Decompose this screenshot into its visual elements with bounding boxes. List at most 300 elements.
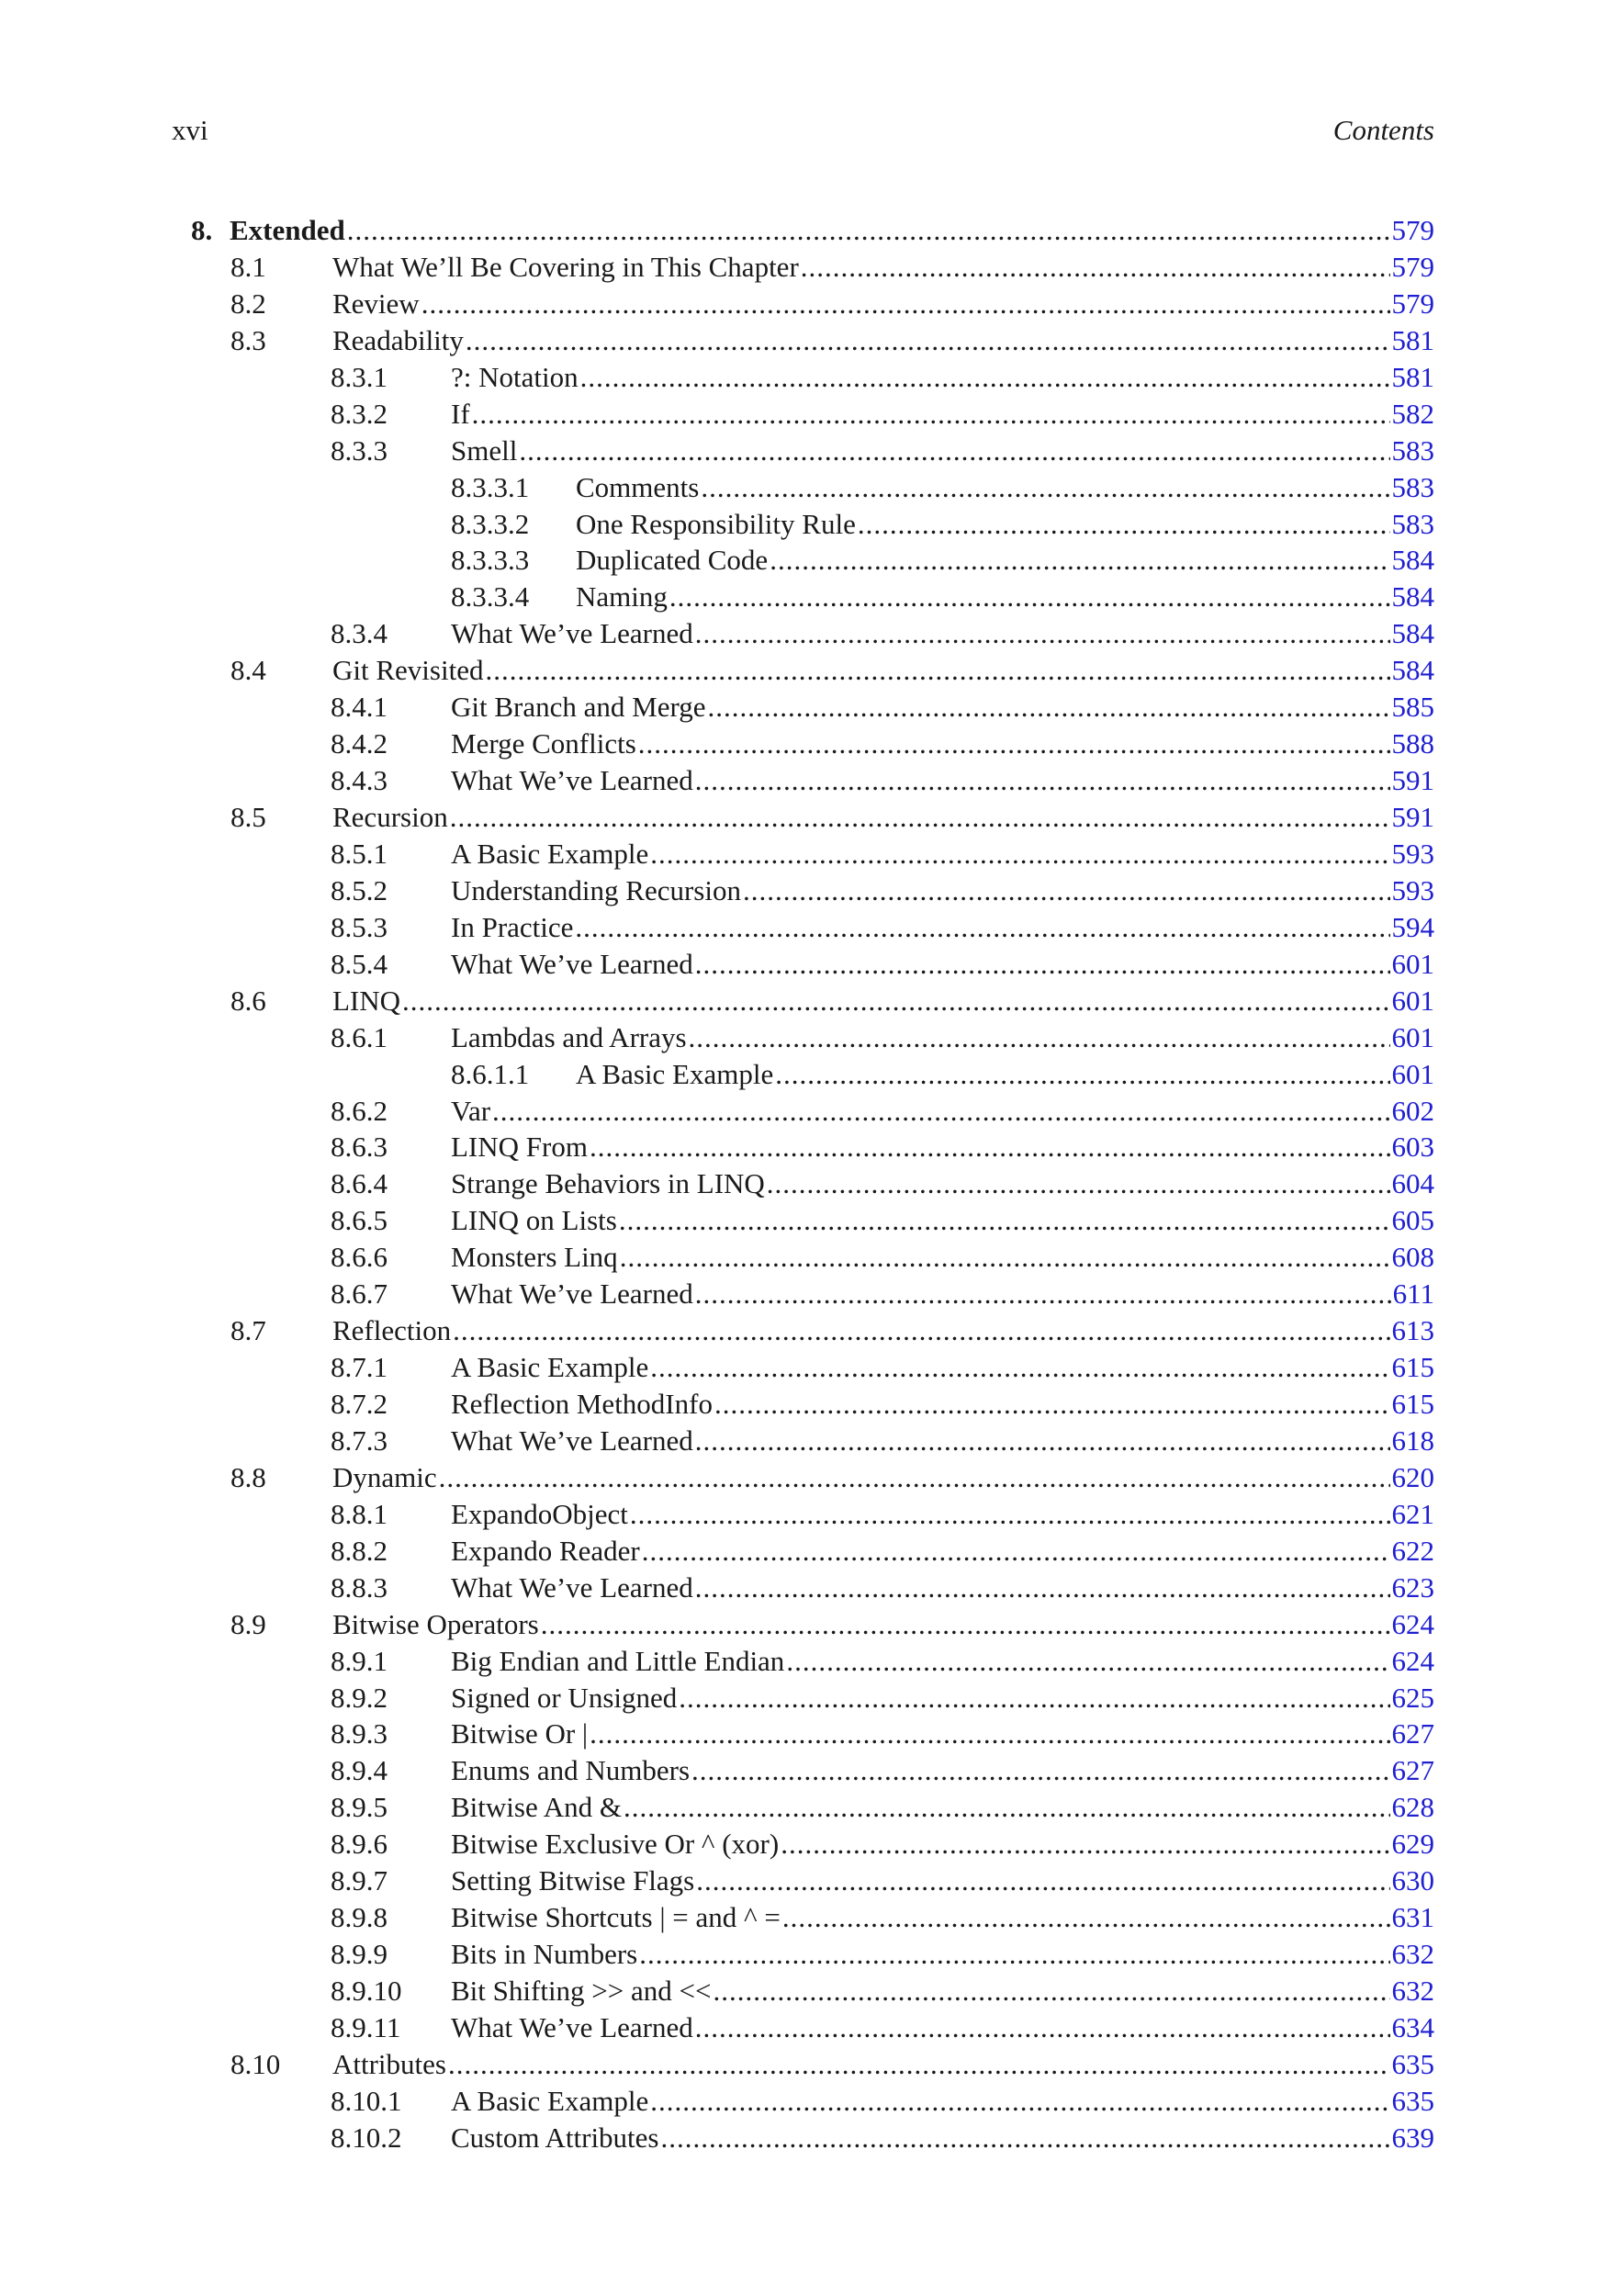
toc-entry-number: 8.9.6 (331, 1828, 388, 1861)
toc-entry-line (451, 726, 1434, 762)
toc-entry-title: What We’ve Learned (451, 1277, 693, 1311)
toc-entry-number: 8.6.6 (331, 1241, 388, 1274)
toc-entry-line (451, 1349, 1434, 1386)
toc-entry-number: 8.5 (230, 801, 266, 833)
toc-page-link[interactable]: 601 (1391, 1057, 1434, 1090)
dot-leader (650, 836, 1389, 872)
toc-entry[interactable] (0, 615, 1607, 652)
toc-entry[interactable] (0, 1459, 1607, 1496)
toc-entry-title: Review (332, 287, 420, 320)
toc-page-link[interactable]: 634 (1391, 2010, 1434, 2043)
toc-entry-number: 8.3 (230, 323, 266, 356)
toc-entry-number: 8.2 (230, 287, 266, 320)
dot-leader (421, 286, 1390, 322)
toc-entry-number: 8.6.5 (331, 1204, 388, 1237)
toc-entry-title: What We’ve Learned (451, 1570, 693, 1604)
dot-leader (650, 2083, 1389, 2120)
toc-entry-title: What We’ve Learned (451, 947, 693, 980)
toc-entry-title: Signed or Unsigned (451, 1681, 678, 1714)
toc-entry-line (451, 836, 1434, 872)
toc-entry-number: 8.9.1 (331, 1644, 388, 1677)
toc-entry-title: Bits in Numbers (451, 1938, 638, 1971)
toc-entry-number: 8.3.2 (331, 397, 388, 430)
toc-entry[interactable] (0, 286, 1607, 322)
toc-page-link[interactable]: 618 (1391, 1424, 1434, 1457)
dot-leader (642, 1533, 1390, 1570)
dot-leader (439, 1459, 1390, 1496)
dot-leader (669, 579, 1390, 615)
toc-entry-number: 8.3.3.2 (451, 507, 530, 540)
toc-entry-line (576, 469, 1434, 506)
dot-leader (661, 2120, 1390, 2156)
dot-leader (519, 433, 1389, 469)
dot-leader (472, 396, 1390, 433)
toc-entry-line (451, 872, 1434, 909)
toc-page-link[interactable]: 585 (1391, 691, 1434, 724)
toc-page-link[interactable]: 601 (1391, 984, 1434, 1017)
dot-leader (701, 469, 1389, 506)
toc-entry-line (451, 1423, 1434, 1459)
toc-entry-line (451, 615, 1434, 652)
toc-entry-title: Extended (230, 214, 345, 246)
toc-entry[interactable] (0, 1386, 1607, 1423)
toc-entry-title: Strange Behaviors in LINQ (451, 1167, 765, 1200)
toc-entry-number: 8.9.2 (331, 1681, 388, 1714)
toc-entry[interactable] (0, 359, 1607, 396)
toc-entry-title: What We’ll Be Covering in This Chapter (332, 250, 799, 283)
dot-leader (450, 799, 1390, 836)
toc-entry[interactable] (0, 1789, 1607, 1826)
toc-entry[interactable] (0, 909, 1607, 946)
toc-page-link[interactable]: 583 (1391, 470, 1434, 503)
toc-entry[interactable] (0, 433, 1607, 469)
toc-entry-title: A Basic Example (576, 1057, 774, 1090)
dot-leader (580, 359, 1390, 396)
toc-entry-number: 8.9.9 (331, 1938, 388, 1971)
toc-entry[interactable] (0, 872, 1607, 909)
toc-entry-line (332, 1312, 1434, 1349)
toc-entry-title: Lambdas and Arrays (451, 1020, 687, 1053)
toc-entry-title: Smell (451, 433, 518, 467)
toc-page-link[interactable]: 601 (1391, 947, 1434, 980)
toc-entry-title: If (451, 397, 470, 430)
toc-page-link[interactable]: 601 (1391, 1020, 1434, 1053)
toc-entry-title: In Practice (451, 910, 574, 943)
dot-leader (858, 506, 1390, 543)
toc-entry-title: Monsters Linq (451, 1241, 618, 1274)
dot-leader (679, 1680, 1389, 1716)
toc-page-link[interactable]: 632 (1391, 1975, 1434, 2007)
dot-leader (696, 1863, 1389, 1899)
toc-entry-line (332, 2046, 1434, 2083)
toc-entry-title: Attributes (332, 2047, 446, 2080)
dot-leader (541, 1606, 1390, 1643)
toc-entry-title: What We’ve Learned (451, 617, 693, 650)
toc-entry-title: Var (451, 1094, 491, 1127)
dot-leader (453, 1312, 1389, 1349)
toc-entry[interactable] (0, 1973, 1607, 2009)
toc-entry-number: 8.7.1 (331, 1351, 388, 1384)
dot-leader (695, 615, 1390, 652)
toc-entry-title: Big Endian and Little Endian (451, 1644, 785, 1677)
toc-entry[interactable] (0, 1129, 1607, 1165)
toc-entry-title: Enums and Numbers (451, 1754, 691, 1787)
dot-leader (691, 1752, 1389, 1789)
toc-entry-number: 8.6.4 (331, 1167, 388, 1200)
toc-page-link[interactable]: 581 (1391, 323, 1434, 356)
toc-entry-number: 8.8.1 (331, 1497, 388, 1530)
dot-leader (767, 1165, 1390, 1202)
dot-leader (347, 212, 1390, 249)
dot-leader (714, 1386, 1390, 1423)
toc-entry-line (451, 1973, 1434, 2009)
toc-entry[interactable] (0, 1606, 1607, 1643)
toc-entry-number: 8.10.1 (331, 2084, 402, 2117)
toc-entry-line (576, 1056, 1434, 1093)
toc-entry-title: Bitwise Or | (451, 1717, 589, 1750)
toc-entry-line (576, 506, 1434, 543)
dot-leader (590, 1129, 1390, 1165)
dot-leader (485, 652, 1389, 689)
toc-page-link[interactable]: 584 (1391, 654, 1434, 687)
toc-entry-title: Setting Bitwise Flags (451, 1864, 695, 1897)
toc-entry-title: LINQ From (451, 1131, 588, 1164)
toc-entry[interactable] (0, 652, 1607, 689)
toc-entry-line (451, 946, 1434, 983)
toc-entry[interactable] (0, 506, 1607, 543)
toc-entry[interactable] (0, 1570, 1607, 1606)
dot-leader (624, 1789, 1389, 1826)
toc-page-link[interactable]: 604 (1391, 1167, 1434, 1200)
toc-entry[interactable] (0, 1899, 1607, 1936)
toc-entry[interactable] (0, 1863, 1607, 1899)
dot-leader (466, 322, 1390, 359)
toc-page-link[interactable]: 611 (1392, 1277, 1434, 1311)
toc-entry-line (451, 1129, 1434, 1165)
toc-entry-number: 8.3.3 (331, 433, 388, 467)
toc-entry[interactable] (0, 1093, 1607, 1130)
toc-entry-title: Dynamic (332, 1460, 437, 1493)
toc-page-link[interactable]: 605 (1391, 1204, 1434, 1237)
dot-leader (650, 1349, 1389, 1386)
toc-page-link[interactable]: 629 (1391, 1828, 1434, 1861)
toc-entry-title: LINQ (332, 984, 401, 1017)
dot-leader (492, 1093, 1389, 1130)
toc-entry[interactable] (0, 799, 1607, 836)
toc-entry-line (451, 1936, 1434, 1973)
toc-entry-title: A Basic Example (451, 837, 649, 870)
dot-leader (782, 1899, 1390, 1936)
toc-entry[interactable] (0, 1643, 1607, 1680)
dot-leader (714, 1973, 1390, 2009)
toc-entry-line (332, 1606, 1434, 1643)
toc-entry[interactable] (0, 1202, 1607, 1239)
toc-entry-line (451, 1019, 1434, 1056)
toc-entry-line (451, 1716, 1434, 1752)
toc-entry-number: 8.6 (230, 984, 266, 1017)
toc-entry-line (451, 1165, 1434, 1202)
toc-entry-title: Comments (576, 470, 700, 503)
toc-entry-line (451, 1093, 1434, 1130)
toc-entry[interactable] (0, 579, 1607, 615)
toc-entry[interactable] (0, 1239, 1607, 1276)
toc-page-link[interactable]: 588 (1391, 727, 1434, 760)
toc-entry-line (332, 983, 1434, 1019)
toc-entry-title: Duplicated Code (576, 544, 769, 577)
toc-page-link[interactable]: 622 (1391, 1534, 1434, 1567)
toc-entry-number: 8.9.4 (331, 1754, 388, 1787)
toc-entry-line (451, 909, 1434, 946)
toc-entry[interactable] (0, 689, 1607, 726)
dot-leader (695, 1423, 1390, 1459)
toc-page-link[interactable]: 584 (1391, 544, 1434, 577)
toc-entry-title: Readability (332, 323, 464, 356)
toc-entry-number: 8.4.1 (331, 691, 388, 724)
page-number: xvi (172, 114, 208, 146)
running-head (172, 112, 1434, 149)
toc-entry[interactable] (0, 1056, 1607, 1093)
toc-page-link[interactable]: 584 (1391, 617, 1434, 650)
toc-entry[interactable] (0, 2046, 1607, 2083)
toc-page-link[interactable]: 631 (1391, 1901, 1434, 1934)
toc-entry[interactable] (0, 836, 1607, 872)
toc-entry-title: Expando Reader (451, 1534, 640, 1567)
toc-page-link[interactable]: 579 (1391, 287, 1434, 320)
toc-entry[interactable] (0, 1533, 1607, 1570)
toc-entry-line (451, 1202, 1434, 1239)
dot-leader (695, 2009, 1390, 2046)
dot-leader (575, 909, 1389, 946)
toc-page-link[interactable]: 635 (1391, 2047, 1434, 2080)
toc-entry[interactable] (0, 2120, 1607, 2156)
toc-entry-title: Understanding Recursion (451, 873, 741, 906)
toc-entry-number: 8.5.1 (331, 837, 388, 870)
toc-page-link[interactable]: 593 (1391, 873, 1434, 906)
toc-entry[interactable] (0, 469, 1607, 506)
toc-entry[interactable] (0, 983, 1607, 1019)
toc-entry-number: 8.5.2 (331, 873, 388, 906)
toc-entry-title: Custom Attributes (451, 2121, 659, 2154)
toc-entry-number: 8.3.4 (331, 617, 388, 650)
toc-page-link[interactable]: 639 (1391, 2121, 1434, 2154)
toc-page-link[interactable]: 608 (1391, 1241, 1434, 1274)
toc-entry[interactable] (0, 322, 1607, 359)
toc-page-link[interactable]: 591 (1391, 801, 1434, 833)
toc-entry[interactable] (0, 1349, 1607, 1386)
toc-page-link[interactable]: 583 (1391, 433, 1434, 467)
toc-page-link[interactable]: 628 (1391, 1791, 1434, 1824)
toc-page-link[interactable]: 630 (1391, 1864, 1434, 1897)
toc-page-link[interactable]: 594 (1391, 910, 1434, 943)
toc-entry-title: ExpandoObject (451, 1497, 628, 1530)
toc-entry-title: Bitwise Shortcuts | = and ^ = (451, 1901, 781, 1934)
toc-entry-number: 8.7 (230, 1314, 266, 1347)
toc-page-link[interactable]: 579 (1391, 214, 1434, 246)
toc-entry-title: Bitwise And & (451, 1791, 623, 1824)
toc-entry-number: 8.4 (230, 654, 266, 687)
dot-leader (708, 689, 1390, 726)
toc-entry-line (451, 1826, 1434, 1863)
toc-entry-title: Bitwise Exclusive Or ^ (xor) (451, 1828, 780, 1861)
toc-entry[interactable] (0, 946, 1607, 983)
toc-entry-number: 8.8.3 (331, 1570, 388, 1604)
toc-entry-number: 8. (191, 214, 213, 246)
toc-entry[interactable] (0, 1276, 1607, 1312)
toc-page-link[interactable]: 627 (1391, 1754, 1434, 1787)
toc-entry-title: Bit Shifting >> and << (451, 1975, 712, 2007)
toc-page-link[interactable]: 593 (1391, 837, 1434, 870)
toc-page-link[interactable]: 627 (1391, 1717, 1434, 1750)
toc-page-link[interactable]: 582 (1391, 397, 1434, 430)
toc-entry-number: 8.8.2 (331, 1534, 388, 1567)
toc-page-link[interactable]: 591 (1391, 764, 1434, 797)
toc-page-link[interactable]: 620 (1391, 1460, 1434, 1493)
toc-entry[interactable] (0, 2009, 1607, 2046)
toc-entry-number: 8.9.8 (331, 1901, 388, 1934)
toc-entry-number: 8.3.1 (331, 360, 388, 393)
toc-entry[interactable] (0, 249, 1607, 286)
toc-entry[interactable] (0, 1680, 1607, 1716)
table-of-contents (0, 212, 1607, 2156)
toc-entry[interactable] (0, 1752, 1607, 1789)
toc-entry[interactable] (0, 726, 1607, 762)
toc-page-link[interactable]: 623 (1391, 1570, 1434, 1604)
toc-entry[interactable] (0, 762, 1607, 799)
toc-entry-title: What We’ve Learned (451, 764, 693, 797)
toc-entry-number: 8.4.2 (331, 727, 388, 760)
toc-entry-title: One Responsibility Rule (576, 507, 856, 540)
toc-entry-number: 8.6.3 (331, 1131, 388, 1164)
toc-entry-line (451, 2120, 1434, 2156)
toc-entry[interactable] (0, 1019, 1607, 1056)
toc-entry-line (332, 652, 1434, 689)
toc-entry-title: A Basic Example (451, 1351, 649, 1384)
toc-page-link[interactable]: 581 (1391, 360, 1434, 393)
toc-entry-title: Git Revisited (332, 654, 484, 687)
toc-entry[interactable] (0, 1826, 1607, 1863)
toc-page-link[interactable]: 632 (1391, 1938, 1434, 1971)
toc-page-link[interactable]: 621 (1391, 1497, 1434, 1530)
toc-entry-line (451, 433, 1434, 469)
running-title: Contents (1332, 114, 1434, 146)
toc-entry-title: Recursion (332, 801, 448, 833)
dot-leader (639, 1936, 1389, 1973)
dot-leader (695, 1570, 1390, 1606)
toc-page-link[interactable]: 615 (1391, 1388, 1434, 1420)
toc-entry-title: A Basic Example (451, 2084, 649, 2117)
toc-entry-title: ?: Notation (451, 360, 579, 393)
toc-entry-title: Naming (576, 580, 668, 613)
toc-entry-line (451, 1680, 1434, 1716)
toc-entry-line (451, 1789, 1434, 1826)
toc-entry-line (332, 1459, 1434, 1496)
toc-page-link[interactable]: 583 (1391, 507, 1434, 540)
toc-entry-title: Merge Conflicts (451, 727, 636, 760)
dot-leader (695, 762, 1390, 799)
toc-entry[interactable] (0, 1496, 1607, 1533)
toc-page-link[interactable]: 625 (1391, 1681, 1434, 1714)
toc-entry[interactable] (0, 1716, 1607, 1752)
toc-entry-number: 8.4.3 (331, 764, 388, 797)
toc-page-link[interactable]: 603 (1391, 1131, 1434, 1164)
toc-entry[interactable] (0, 2083, 1607, 2120)
toc-entry-number: 8.9.5 (331, 1791, 388, 1824)
dot-leader (619, 1202, 1390, 1239)
toc-entry-number: 8.6.7 (331, 1277, 388, 1311)
toc-entry[interactable] (0, 1936, 1607, 1973)
toc-entry-line (451, 2083, 1434, 2120)
dot-leader (590, 1716, 1389, 1752)
toc-entry-line (332, 799, 1434, 836)
toc-entry[interactable] (0, 1423, 1607, 1459)
toc-page-link[interactable]: 613 (1391, 1314, 1434, 1347)
toc-page-link[interactable]: 635 (1391, 2084, 1434, 2117)
dot-leader (695, 1276, 1391, 1312)
toc-entry-number: 8.3.3.3 (451, 544, 530, 577)
toc-page-link[interactable]: 602 (1391, 1094, 1434, 1127)
dot-leader (402, 983, 1389, 1019)
toc-entry-number: 8.6.1.1 (451, 1057, 530, 1090)
toc-entry-line (451, 396, 1434, 433)
toc-entry[interactable] (0, 542, 1607, 579)
toc-entry-number: 8.6.1 (331, 1020, 388, 1053)
toc-entry-line (332, 322, 1434, 359)
toc-entry[interactable] (0, 212, 1607, 249)
toc-entry-number: 8.8 (230, 1460, 266, 1493)
toc-page-link[interactable]: 624 (1391, 1644, 1434, 1677)
toc-entry-title: Reflection MethodInfo (451, 1388, 713, 1420)
toc-entry-number: 8.5.4 (331, 947, 388, 980)
toc-entry-number: 8.3.3.4 (451, 580, 530, 613)
toc-entry-number: 8.5.3 (331, 910, 388, 943)
toc-entry-line (451, 1276, 1434, 1312)
toc-entry-line (576, 579, 1434, 615)
toc-entry-line (451, 1570, 1434, 1606)
toc-entry-line (451, 762, 1434, 799)
toc-entry[interactable] (0, 396, 1607, 433)
toc-entry-number: 8.1 (230, 250, 266, 283)
dot-leader (775, 1056, 1389, 1093)
dot-leader (695, 946, 1390, 983)
toc-entry-line (451, 2009, 1434, 2046)
toc-entry-number: 8.9 (230, 1607, 266, 1640)
toc-entry[interactable] (0, 1312, 1607, 1349)
toc-page-link[interactable]: 624 (1391, 1607, 1434, 1640)
toc-entry-number: 8.3.3.1 (451, 470, 530, 503)
toc-entry-line (451, 689, 1434, 726)
toc-entry-number: 8.9.11 (331, 2010, 401, 2043)
dot-leader (743, 872, 1390, 909)
toc-page-link[interactable]: 615 (1391, 1351, 1434, 1384)
toc-entry-line (451, 1496, 1434, 1533)
toc-entry-number: 8.10.2 (331, 2121, 402, 2154)
toc-entry-title: What We’ve Learned (451, 2010, 693, 2043)
toc-entry[interactable] (0, 1165, 1607, 1202)
toc-entry-title: What We’ve Learned (451, 1424, 693, 1457)
toc-entry-line (332, 286, 1434, 322)
toc-entry-number: 8.7.3 (331, 1424, 388, 1457)
toc-entry-line (451, 1239, 1434, 1276)
dot-leader (448, 2046, 1390, 2083)
toc-entry-line (451, 359, 1434, 396)
toc-entry-line (451, 1643, 1434, 1680)
dot-leader (620, 1239, 1390, 1276)
toc-entry-number: 8.9.10 (331, 1975, 402, 2007)
toc-page-link[interactable]: 579 (1391, 250, 1434, 283)
toc-page-link[interactable]: 584 (1391, 580, 1434, 613)
toc-entry-line (451, 1533, 1434, 1570)
dot-leader (630, 1496, 1390, 1533)
